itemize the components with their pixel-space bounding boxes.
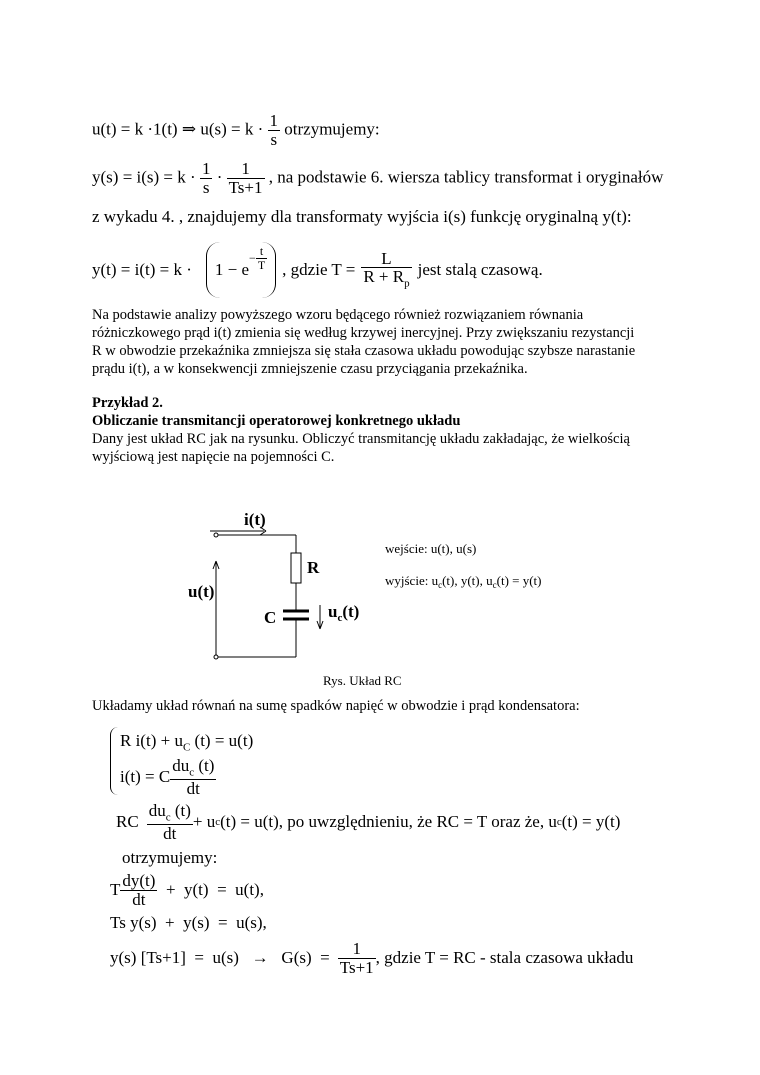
system-row2-num-b: (t) (194, 756, 215, 775)
system-row1-sub: C (182, 741, 191, 754)
eq2-left: y(s) = i(s) = k · (92, 167, 196, 187)
system-row2-num-sub: c (189, 766, 195, 779)
para1-line-1: Na podstawie analizy powyższego wzoru będącego również rozwiązaniem równania (92, 307, 584, 323)
eq9-den: Ts+1 (339, 957, 374, 977)
eq5-mid-a: + u (192, 812, 216, 832)
label-current: i(t) (244, 510, 266, 529)
system-row2-num (170, 757, 216, 780)
terminal-top (214, 533, 218, 537)
eq4-exponent (249, 245, 267, 271)
eq-rc-differential (116, 802, 620, 843)
eq5-num (147, 802, 193, 825)
eq5-end: (t) = y(t) (561, 812, 621, 832)
eq4-frac-den (361, 268, 411, 290)
rc-circuit-diagram (180, 505, 600, 695)
eq4-exp-frac (256, 245, 267, 271)
system-row-2 (120, 757, 216, 798)
eq1-frac-num: 1 (269, 111, 279, 130)
eq5-num-b: (t) (170, 801, 191, 820)
eq-time-solution (92, 240, 543, 300)
label-output-sub-2: c (492, 580, 497, 590)
eq7-frac (120, 872, 157, 909)
eq4-exp-sign: − (249, 250, 256, 265)
eq-transform-output (92, 160, 663, 197)
eq-transfer-function (110, 940, 633, 977)
eq-text-line: z wykadu 4. , znajdujemy dla transformaty wyjścia i(s) funkcję oryginalną y(t): (92, 207, 632, 226)
system-row2-den: dt (186, 778, 200, 798)
eq-step-input (92, 112, 380, 149)
eq7-den: dt (132, 889, 146, 909)
eq4-inner: 1 − e (214, 260, 250, 279)
system-brace (110, 727, 119, 795)
resistor-symbol (291, 553, 301, 583)
eq5-end-sub: c (556, 816, 562, 829)
eq4-mid: , gdzie T = (282, 260, 356, 279)
para1-line-3: R w obwodzie przekaźnika zmniejsza się stała czasowa układu powodując szybsze narastanie (92, 343, 636, 359)
system-row1-a: R i(t) + u (120, 731, 183, 750)
eq2-right: , na podstawie 6. wiersza tablicy transformat i oryginałów (268, 167, 664, 187)
eq5-den: dt (163, 823, 177, 843)
eq1-frac (268, 112, 281, 149)
terminal-bottom (214, 655, 218, 659)
figure-caption: Rys. Układ RC (323, 673, 402, 688)
eq2-frac2 (227, 160, 265, 197)
label-voltage: u(t) (188, 582, 215, 601)
eq9-right: , gdzie T = RC - stala czasowa układu (375, 948, 634, 968)
eq4-right: jest stalą czasową. (417, 260, 543, 279)
example-section (92, 394, 630, 466)
label-uc-tail: (t) (342, 602, 360, 621)
example-line-2: wyjściową jest napięcie na pojemności C. (92, 449, 335, 465)
eq5-mid-sub: c (215, 816, 221, 829)
system-row2-left: i(t) = C (120, 767, 171, 787)
paragraph-analysis (92, 306, 635, 378)
eq5-mid-b: (t) = u(t), po uwzględnieniu, że RC = T oraz że, u (220, 812, 557, 832)
system-row-1 (120, 731, 253, 753)
eq2-f2-den: Ts+1 (228, 177, 263, 197)
label-resistor: R (307, 558, 320, 577)
eq4-frac-den-main: R + R (363, 267, 405, 287)
eq7-num: dy(t) (122, 871, 156, 890)
label-output-a: wyjście: u (385, 573, 439, 588)
eq1-right: otrzymujemy: (284, 119, 380, 139)
eq4-left: y(t) = i(t) = k · (92, 260, 192, 279)
eq9-left: y(s) [Ts+1] = u(s) → G(s) = (110, 948, 330, 968)
eq5-left: RC (116, 812, 139, 832)
eq-time-domain (110, 872, 264, 909)
system-row1-b: (t) = u(t) (190, 731, 254, 750)
label-output-c: (t) = y(t) (496, 573, 542, 588)
example-line-1: Dany jest układ RC jak na rysunku. Obliczyć transmitancję układu zakładając, że wielkością (92, 431, 630, 447)
para1-line-2: różniczkowego prąd i(t) zmienia się według krzywej inercyjnej. Przy zwiększaniu rezystancji (92, 325, 635, 341)
label-output-sub-1: c (438, 580, 443, 590)
system-row2-frac (170, 757, 216, 798)
eq7-right: + y(t) = u(t), (157, 880, 264, 900)
eq2-f2-num: 1 (227, 160, 265, 179)
label-output-b: (t), y(t), u (442, 573, 493, 588)
current-arrow-down (260, 531, 266, 535)
eq4-frac-den-sub: p (404, 277, 410, 290)
label-uc-sub: c (337, 612, 343, 624)
label-capacitor: C (264, 608, 277, 627)
example-subtitle: Obliczanie transmitancji operatorowej konkretnego układu (92, 413, 461, 429)
eq-otrzymujemy: otrzymujemy: (122, 848, 218, 867)
eq2-dot: · (216, 167, 223, 187)
eq5-num-sub: c (165, 811, 171, 824)
eq4-frac-num: L (361, 250, 411, 269)
system-row2-num-a: du (172, 756, 190, 775)
eq4-paren (206, 242, 276, 298)
para1-line-4: prądu i(t), a w konsekwencji zmniejszenie czasu przyciągania przekaźnika. (92, 361, 528, 377)
eq1-left: u(t) = k ·1(t) ⇒ u(s) = k · (92, 119, 264, 139)
eq9-frac (338, 940, 376, 977)
eq7-left: T (110, 880, 121, 900)
eq4-exp-num: t (256, 245, 267, 259)
eq9-num: 1 (338, 940, 376, 959)
paragraph-system-intro: Układamy układ równań na sumę spadków napięć w obwodzie i prąd kondensatora: (92, 698, 580, 714)
eq1-frac-den: s (270, 129, 278, 149)
label-output (385, 573, 542, 590)
eq2-frac1 (200, 160, 213, 197)
label-input: wejście: u(t), u(s) (385, 541, 477, 556)
label-uc (328, 602, 359, 624)
eq4-frac (361, 250, 411, 291)
eq4-exp-den: T (257, 257, 266, 272)
eq-laplace-domain: Ts y(s) + y(s) = u(s), (110, 913, 267, 932)
example-title: Przykład 2. (92, 395, 163, 411)
eq5-num-a: du (148, 801, 166, 820)
eq2-f1-num: 1 (201, 159, 211, 178)
eq5-frac (147, 802, 193, 843)
label-uc-main: u (328, 602, 338, 621)
eq2-f1-den: s (202, 177, 210, 197)
